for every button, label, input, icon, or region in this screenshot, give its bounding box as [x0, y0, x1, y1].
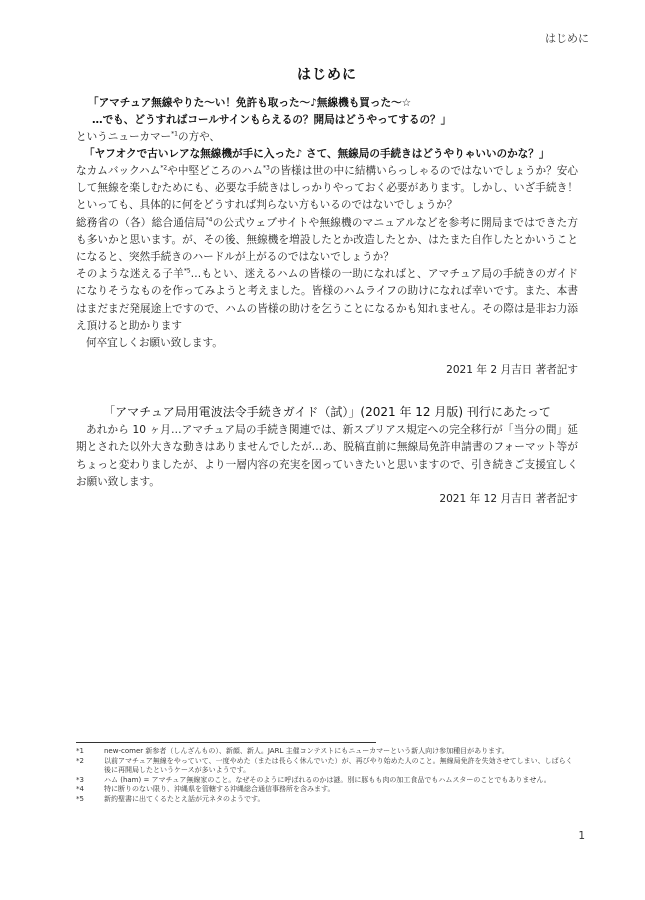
footnote-3: *3 ハム (ham) = アマチュア無線家のこと。なぜそのように呼ばれるのかは謎。別に豚もも肉の加工食品でもハムスターのことでもありません。: [76, 775, 551, 784]
section-title-intro: はじめに: [297, 67, 357, 83]
publication-paragraph: あれから 10 ヶ月…アマチュア局の手続き関連では、新スプリアス規定への完全移行が「当分の間」延期とされた以外大きな動きはありませんでしたが…あ、脱稿直前に無線局免許申請書のフォーマット等がちょっと変わりましたが、より一層内容の充実を図っていきたいと思いますので、引き続きご支援宜しくお願い致します。: [76, 424, 578, 488]
newcomer-line: というニューカマー$^{*1}$の方や、: [76, 130, 221, 143]
footnote-divider: [76, 742, 376, 743]
footnote-ref-4[interactable]: *4: [205, 216, 213, 224]
footnote-ref-1[interactable]: *1: [171, 130, 178, 138]
intro-paragraph-2: 総務省の（各）総合通信局$^{*4}$の公式ウェブサイトや無線機のマニュアルなどを参考に開局まではできた方も多いかと思います。が、その後、無線機を増設したとか改造したとか、はたまた自作したとかいうことになると、突然手続きのハードルが上がるのではないでしょうか？: [76, 216, 578, 264]
main-content: [76, 64, 578, 508]
quote-newcomer-line2: …でも、どうすればコールサインもらえるの？開局はどうやってするの？」: [92, 114, 452, 126]
footnotes: [76, 742, 578, 804]
quote-yahoo-auction: 「ヤフオクで古いレアな無線機が手に入った♪ さて、無線局の手続きはどうやりゃいいのかな？」: [84, 148, 550, 160]
quote-newcomer-line1: 「アマチュア無線やりた〜い！免許も取った〜♪無線機も買った〜☆: [88, 97, 412, 109]
signature-intro: 2021 年 2 月吉日 著者記す: [446, 364, 578, 377]
page-number: 1: [578, 830, 585, 842]
footnote-2: *2 以前アマチュア無線をやっていて、一度やめた（または長らく休んでいた）が、再びやり始めた人のこと。無線局免許を失効させてしまい、しばらく後に再開局したというケースが多いようです。: [76, 756, 573, 774]
section-title-publication: 「アマチュア局用電波法令手続きガイド（試）」(2021 年 12 月版) 刊行にあたって: [103, 405, 551, 420]
footnote-5: *5 新約聖書に出てくるたとえ話が元ネタのようです。: [76, 794, 265, 803]
intro-paragraph-3: そのような迷える子羊$^{*5}$…もとい、迷えるハムの皆様の一助になればと、アマチュア局の手続きのガイドになりそうなものを作ってみようと考えました。皆様のハムライフの助けになれば幸いです。また、本書はまだまだ発展途上ですので、ハムの皆様の助けを乞うことになるかも知れません。その際は是非お力添え頂けると助かります: [76, 267, 578, 332]
signature-publication: 2021 年 12 月吉日 著者記す: [439, 493, 578, 506]
footnote-ref-3[interactable]: *3: [262, 164, 270, 172]
intro-paragraph-1: なカムバックハム$^{*2}$や中堅どころのハム$^{*3}$の皆様は世の中に結構いらっしゃるのではないでしょうか？安心して無線を楽しむためにも、必要な手続きはしっかりやっておく必要があります。しかし、いざ手続き！といっても、具体的に何をどうすれば判らない方もいるのではないでしょうか？: [76, 164, 579, 212]
footnote-1: *1 new-comer 新参者（しんざんもの）、新顔、新人。JARL 主催コンテストにもニューカマーという新人向け参加種目があります。: [76, 747, 509, 755]
footnote-4: *4 特に断りのない限り、沖縄県を管轄する沖縄総合通信事務所を含みます。: [76, 785, 335, 793]
running-header: はじめに: [545, 32, 589, 45]
footnote-ref-2[interactable]: *2: [160, 164, 168, 172]
footnote-ref-5[interactable]: *5: [183, 267, 191, 275]
intro-paragraph-4: 何卒宜しくお願い致します。: [86, 337, 223, 350]
